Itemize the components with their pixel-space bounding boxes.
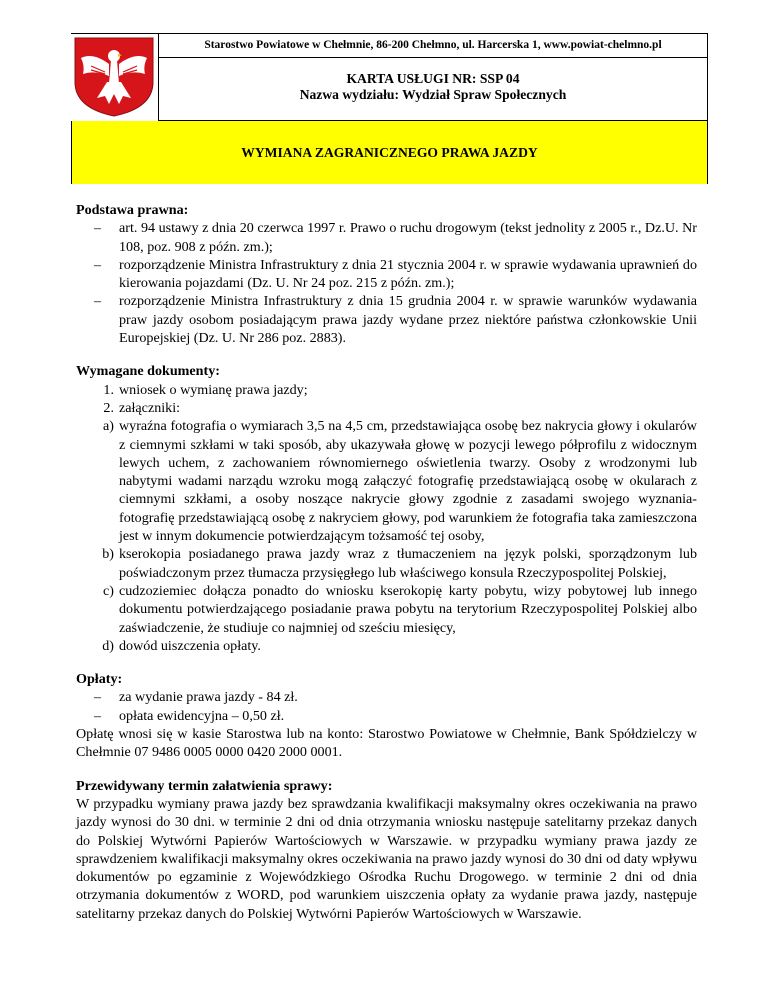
- list-marker: a): [103, 418, 114, 435]
- term-text: W przypadku wymiany prawa jazdy bez sprawdzania kwalifikacji maksymalny okres oczekiwania na prawo jazdy wynosi do 30 dni. w terminie 2 dni od dnia otrzymania wniosku następuje satelitarny przekaz danych do Polskiej Wytwórni Papierów Wartościowych w Warszawie. w przypadku wymiany prawa jazdy ze sprawdzeniem kwalifikacji maksymalny okres oczekiwania na prawo jazdy wynosi do 30 dni od daty wpływu dokumentów po egzaminie z Wojewódzkiego Ośrodka Ruchu Drogowego. w terminie 2 dni od dnia otrzymania dokumentów z WORD, pod warunkiem uiszczenia opłaty za wydanie prawa jazdy, następuje satelitarny przekaz danych do Polskiej Wytwórni Papierów Wartościowych w Warszawie.: [76, 795, 697, 922]
- document-item-text: wyraźna fotografia o wymiarach 3,5 na 4,5 cm, przedstawiająca osobę bez nakrycia głowy i okularów z ciemnymi szkłami w taki sposób, aby ukazywała głowę w pozycji lewego półprofilu z widocznym lewych uchem, z zachowaniem równomiernego oświetlenia twarzy. Osoby z wrodzonymi lub nabytymi wadami narządu wzroku mogą załączyć fotografię przedstawiającą osobę w okularach z ciemnymi szkłami, a osoby noszące nakrycie głowy zgodnie z zasadami swojego wyznania- fotografię przedstawiającą osobę z nakryciem głowy, pod warunkiem że fotografia taka zamieszczona jest w innym dokumencie potwierdzającym tożsamość tej osoby,: [119, 418, 697, 545]
- list-item: [76, 256, 697, 293]
- legal-item-text: rozporządzenie Ministra Infrastruktury z dnia 21 stycznia 2004 r. w sprawie wydawania uprawnień do kierowania pojazdami (Dz. U. Nr 24 poz. 215 z późn. zm.);: [119, 256, 697, 292]
- coat-of-arms-icon: [73, 36, 155, 118]
- list-item: [76, 637, 697, 655]
- list-marker: b): [102, 546, 114, 563]
- header-table: [71, 33, 708, 184]
- dash-bullet: –: [93, 293, 102, 310]
- office-address: Starostwo Powiatowe w Chełmnie, 86-200 Chełmno, ul. Harcerska 1, www.powiat-chelmno.pl: [158, 34, 707, 58]
- document-item-text: wniosek o wymianę prawa jazdy;: [119, 381, 308, 398]
- list-item: [76, 688, 697, 706]
- document-item-text: załączniki:: [119, 399, 181, 416]
- fees-section: [76, 670, 697, 761]
- list-marker: c): [103, 582, 114, 599]
- service-title: WYMIANA ZAGRANICZNEGO PRAWA JAZDY: [71, 121, 707, 184]
- list-marker: 1.: [103, 381, 114, 398]
- document-item-text: dowód uiszczenia opłaty.: [119, 637, 261, 654]
- list-item: [76, 417, 697, 545]
- fee-item-text: za wydanie prawa jazdy - 84 zł.: [119, 689, 298, 706]
- document-item-text: kserokopia posiadanego prawa jazdy wraz z tłumaczeniem na język polski, sporządzonym lub poświadczonym przez tłumacza przysięgłego lub właściwego konsula Rzeczypospolitej Polskiej,: [119, 546, 697, 581]
- list-item: [76, 219, 697, 256]
- list-item: [76, 707, 697, 725]
- legal-item-text: art. 94 ustawy z dnia 20 czerwca 1997 r. Prawo o ruchu drogowym (tekst jednolity z 2005 r., Dz.U. Nr 108, poz. 908 z późn. zm.);: [119, 220, 697, 255]
- required-documents-section: [76, 362, 697, 655]
- fee-item-text: opłata ewidencyjna – 0,50 zł.: [119, 707, 285, 724]
- processing-time-section: [76, 777, 697, 923]
- dash-bullet: –: [93, 689, 102, 706]
- card-number: KARTA USŁUGI NR: SSP 04: [346, 71, 520, 86]
- card-info: [158, 58, 707, 121]
- fees-heading: Opłaty:: [76, 671, 123, 688]
- documents-heading: Wymagane dokumenty:: [76, 363, 220, 380]
- payment-info: Opłatę wnosi się w kasie Starostwa lub na konto: Starostwo Powiatowe w Chełmnie, Bank Spółdzielczy w Chełmnie 07 9486 0005 0000 0420 2000 0001.: [76, 726, 697, 761]
- department-name: Nazwa wydziału: Wydział Spraw Społecznych: [299, 87, 567, 102]
- list-item: [76, 381, 697, 399]
- list-marker: 2.: [103, 399, 114, 416]
- dash-bullet: –: [93, 256, 102, 273]
- document-item-text: cudzoziemiec dołącza ponadto do wniosku kserokopię karty pobytu, wizy pobytowej lub innego dokumentu potwierdzającego posiadanie prawa pobytu na terytorium Rzeczypospolitej Polskiej albo zaświadczenie, że studiuje co najmniej od sześciu miesięcy,: [119, 582, 697, 636]
- legal-basis-heading: Podstawa prawna:: [76, 202, 189, 218]
- term-heading: Przewidywany termin załatwienia sprawy:: [76, 777, 333, 794]
- legal-item-text: rozporządzenie Ministra Infrastruktury z dnia 15 grudnia 2004 r. w sprawie warunków wydawania praw jazdy osobom posiadającym prawa jazdy wydane przez niektóre państwa członkowskie Unii Europejskiej (Dz. U. Nr 286 poz. 2883).: [119, 293, 697, 347]
- list-item: [76, 292, 697, 347]
- list-item: [76, 399, 697, 417]
- dash-bullet: –: [93, 707, 102, 724]
- dash-bullet: –: [93, 220, 102, 237]
- list-item: [76, 582, 697, 637]
- document-body: [76, 201, 697, 938]
- list-item: [76, 545, 697, 582]
- list-marker: d): [102, 637, 114, 654]
- legal-basis-section: [76, 201, 697, 347]
